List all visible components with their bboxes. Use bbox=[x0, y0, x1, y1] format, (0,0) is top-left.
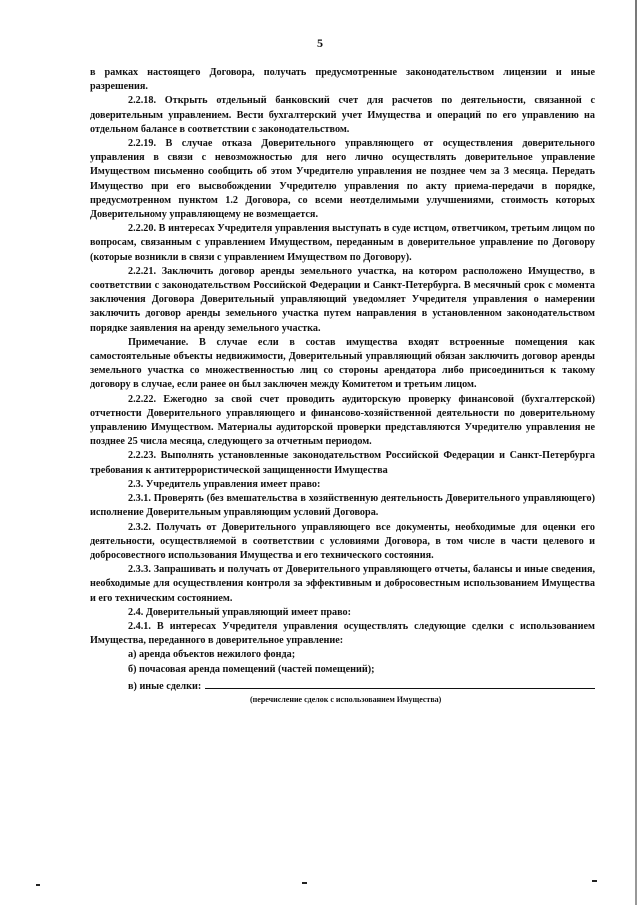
paragraph: 2.3.1. Проверять (без вмешательства в хозяйственную деятельность Доверительного управляющего) исполнение Доверительным управляющим условий Договора. bbox=[90, 493, 595, 519]
other-deals-label: в) иные сделки: bbox=[128, 680, 202, 692]
paragraph: 2.2.18. Открыть отдельный банковский счет для расчетов по деятельности, связанной с доверительным управлением. Вести бухгалтерский учет Имущества и операций по его управлению на отдельном балансе в соответствии с законодательством. bbox=[90, 95, 595, 135]
paragraph: 2.2.19. В случае отказа Доверительного управляющего от осуществления доверительного управления в связи с невозможностью для него лично осуществлять доверительное управление Имуществом письменно сообщить об этом Учредителю управления не позднее чем за 3 месяца. Передать Имущество при его высвобождении Учредителю управления по акту приема-передачи в порядке, предусмотренном пунктом 1.2 Договора, со всеми неотделимыми улучшениями, стоимость которых Доверительному управляющему не возмещается. bbox=[90, 138, 595, 221]
paragraph: 2.4.1. В интересах Учредителя управления осуществлять следующие сделки с использованием Имущества, переданного в доверительное управление: bbox=[90, 620, 595, 647]
paragraph: 2.3.2. Получать от Доверительного управляющего все документы, необходимые для оценки его деятельности, осуществляемой в соответствии с условиями Договора, в том числе в части целевого и добросовестного использования Имущества и его технического состояния. bbox=[90, 521, 595, 561]
paragraph: 2.2.23. Выполнять установленные законодательством Российской Федерации и Санкт-Петербурга требования к антитеррористической защищенности Имущества bbox=[90, 450, 595, 476]
page-number: 5 bbox=[317, 36, 323, 50]
scan-speck bbox=[36, 884, 40, 886]
other-deals-blank bbox=[205, 677, 595, 689]
paragraph: в рамках настоящего Договора, получать предусмотренные законодательством лицензии и иные разрешения. bbox=[90, 67, 595, 93]
paragraph-list bbox=[90, 66, 595, 677]
other-deals-caption: (перечисление сделок с использованием Имущества) bbox=[250, 694, 442, 704]
paragraph: б) почасовая аренда помещений (частей помещений); bbox=[128, 663, 375, 675]
paragraph: 2.2.22. Ежегодно за свой счет проводить аудиторскую проверку финансовой (бухгалтерской) отчетности Доверительного управляющего и финансово-хозяйственной деятельности по доверительному управлению Имуществом. Материалы аудиторской проверки представляются Учредителю управления не позднее 25 числа месяца, следующего за отчетным периодом. bbox=[90, 393, 595, 448]
paragraph: а) аренда объектов нежилого фонда; bbox=[128, 649, 296, 661]
paragraph: 2.2.21. Заключить договор аренды земельного участка, на котором расположено Имущество, в соответствии с законодательством Российской Федерации и Санкт-Петербурга. В месячный срок с момента заключения Договора Доверительный управляющий уведомляет Учредителя управления о намерении заключить договор аренды земельного участка путем направления в установленном законодательством порядке заявления на аренду земельного участка. bbox=[90, 265, 595, 334]
paragraph: Примечание. В случае если в состав имущества входят встроенные помещения как самостоятельные объекты недвижимости, Доверительный управляющий обязан заключить договор аренды земельного участка со множественностью лиц со стороны арендатора либо присоединиться к такому договору в случае, если ранее он был заключен между Комитетом и третьим лицом. bbox=[90, 336, 595, 391]
other-deals-line bbox=[90, 677, 595, 694]
paragraph: 2.4. Доверительный управляющий имеет право: bbox=[128, 606, 352, 618]
paragraph: 2.3.3. Запрашивать и получать от Доверительного управляющего отчеты, балансы и иные сведения, необходимые для осуществления контроля за эффективным и добросовестным использованием Имущества и его техническим состоянием. bbox=[90, 564, 595, 604]
scan-speck bbox=[592, 880, 597, 882]
paragraph: 2.3. Учредитель управления имеет право: bbox=[128, 478, 321, 490]
scan-speck bbox=[302, 882, 307, 884]
paragraph: 2.2.20. В интересах Учредителя управления выступать в суде истцом, ответчиком, третьим лицом по вопросам, связанным с управлением Имуществом, переданным в доверительное управление по Договору (которые возникли в связи с управлением Имуществом по Договору). bbox=[90, 223, 595, 263]
document-body bbox=[90, 66, 595, 705]
scan-edge-line bbox=[635, 0, 637, 905]
